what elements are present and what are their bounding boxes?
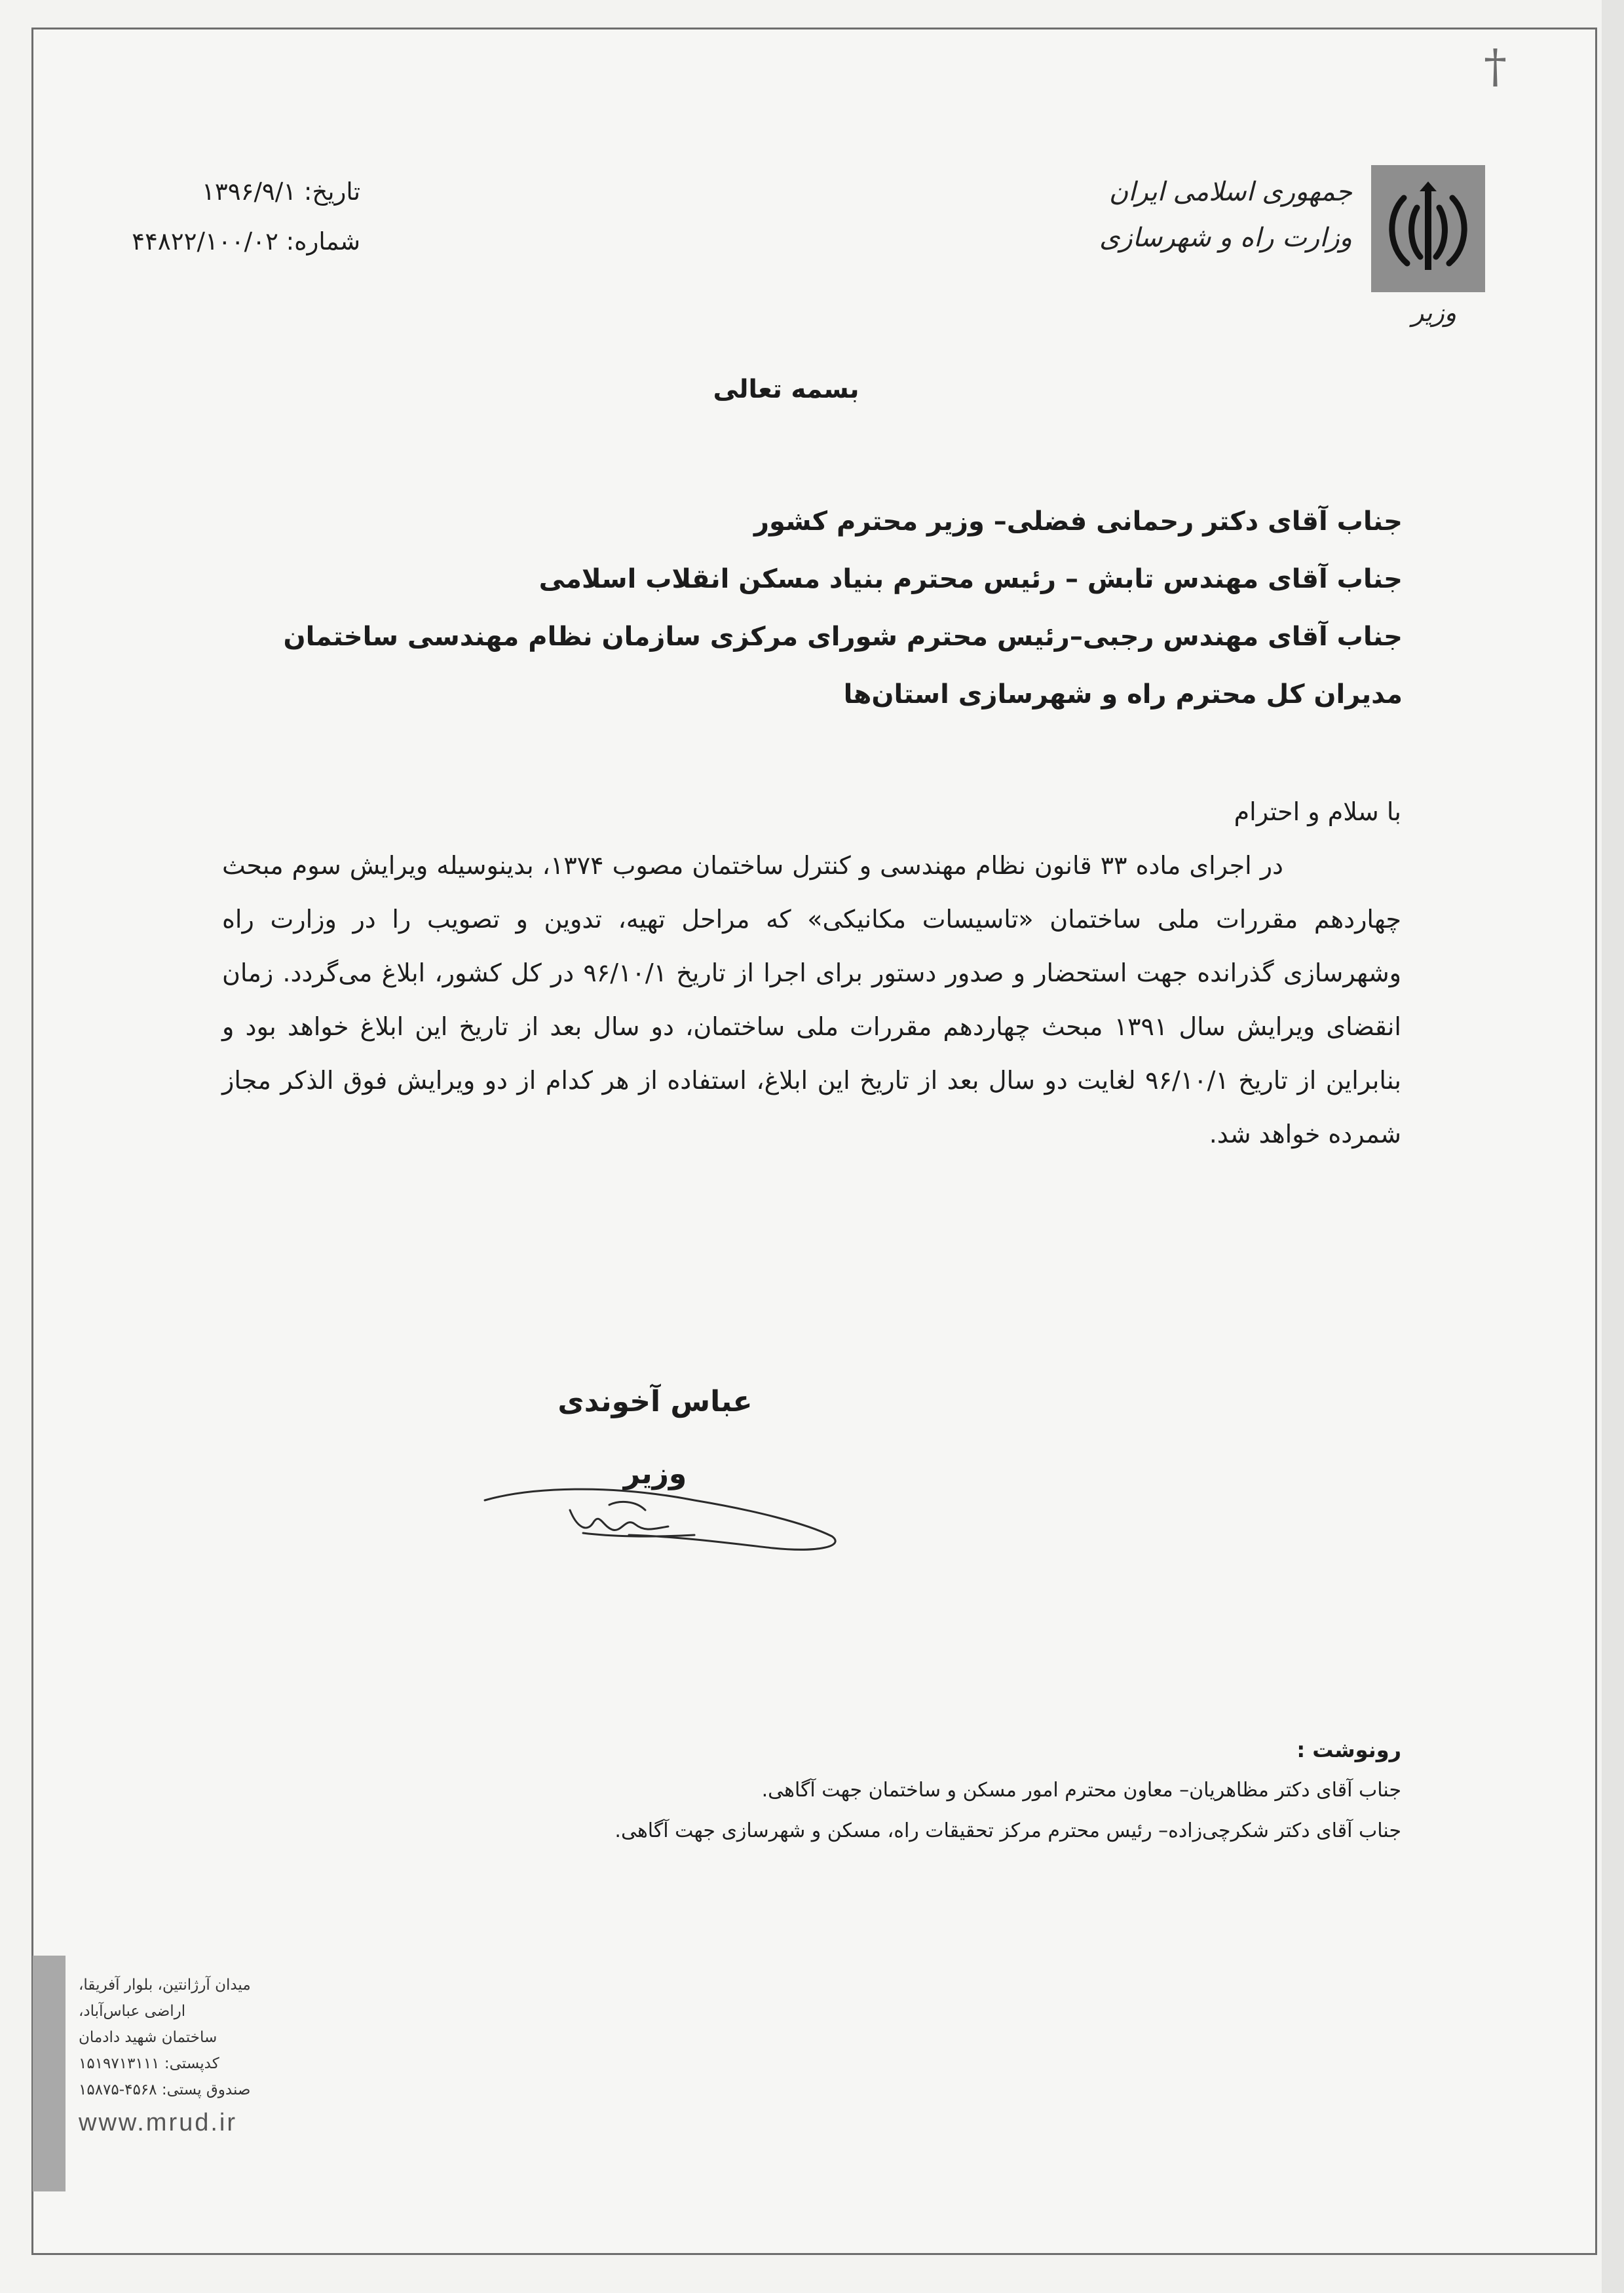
ministry-title [1077, 169, 1352, 261]
addressee-line: جناب آقای دکتر رحمانی فضلی– وزیر محترم کشور [754, 506, 1403, 537]
postal-code: کدپستی: ۱۵۱۹۷۱۳۱۱۱ [79, 2055, 219, 2072]
signatory-name: عباس آخوندی [557, 1385, 753, 1418]
scan-edge [1602, 0, 1624, 2293]
cc-block [419, 1730, 1401, 1851]
invocation: بسمه تعالی [713, 375, 859, 404]
address-strip [33, 1956, 66, 2191]
address-line: ساختمان شهید دادمان [79, 2029, 217, 2046]
cc-line: جناب آقای دکتر مظاهریان– معاون محترم امور مسکن و ساختمان جهت آگاهی. [761, 1779, 1401, 1802]
po-box: صندوق پستی: ۴۵۶۸-۱۵۸۷۵ [79, 2081, 251, 2098]
website-link[interactable]: www.mrud.ir [79, 2109, 238, 2136]
handwritten-signature [478, 1464, 845, 1563]
letter-meta [111, 167, 360, 267]
body-paragraph: در اجرای ماده ۳۳ قانون نظام مهندسی و کنترل ساختمان مصوب ۱۳۷۴، بدینوسیله ویرایش سوم مبحث چهاردهم مقررات ملی ساختمان «تاسیسات مکانیکی» که مراحل تهیه، تدوین و تصویب را در وزارت راه وشهرسازی گذرانده جهت استحضار و صدور دستور برای اجرا از تاریخ ۹۶/۱۰/۱ در کل کشور، ابلاغ می‌گردد. زمان انقضای ویرایش سال ۱۳۹۱ مبحث چهاردهم مقررات ملی ساختمان، دو سال بعد از تاریخ این ابلاغ خواهد بود و بنابراین از تاریخ ۹۶/۱۰/۱ لغایت دو سال بعد از تاریخ این ابلاغ، استفاده از هر کدام از دو ویرایش فوق الذکر مجاز شمرده خواهد شد. [222, 851, 1402, 1148]
greeting: با سلام و احترام [1234, 797, 1401, 826]
cc-line: جناب آقای دکتر شکرچی‌زاده– رئیس محترم مرکز تحقیقات راه، مسکن و شهرسازی جهت آگاهی. [614, 1819, 1401, 1842]
addressee-list [223, 493, 1403, 723]
letter-date: تاریخ: ۱۳۹۶/۹/۱ [201, 178, 360, 206]
addressee-line: جناب آقای مهندس رجبی–رئیس محترم شورای مرکزی سازمان نظام مهندسی ساختمان [283, 622, 1403, 652]
minister-tag: وزیر [1412, 298, 1457, 327]
footer-address [79, 1972, 314, 2136]
letter-number: شماره: ۴۴۸۲۲/۱۰۰/۰۲ [132, 227, 360, 256]
iran-emblem-icon [1371, 165, 1485, 292]
address-line: میدان آرژانتین، بلوار آفریقا، [79, 1977, 251, 1994]
addressee-line: جناب آقای مهندس تابش – رئیس محترم بنیاد مسکن انقلاب اسلامی [538, 564, 1403, 594]
letter-body [222, 785, 1401, 1161]
ministry-line-ministry: وزارت راه و شهرسازی [1099, 223, 1352, 253]
ministry-line-country: جمهوری اسلامی ایران [1108, 177, 1352, 207]
signatory-title: وزیر [623, 1457, 687, 1490]
address-line: اراضی عباس‌آباد، [79, 2003, 186, 2020]
addressee-line: مدیران کل محترم راه و شهرسازی استان‌ها [843, 679, 1403, 710]
corner-mark: † [1484, 39, 1507, 93]
cc-title: رونوشت : [1296, 1737, 1401, 1762]
